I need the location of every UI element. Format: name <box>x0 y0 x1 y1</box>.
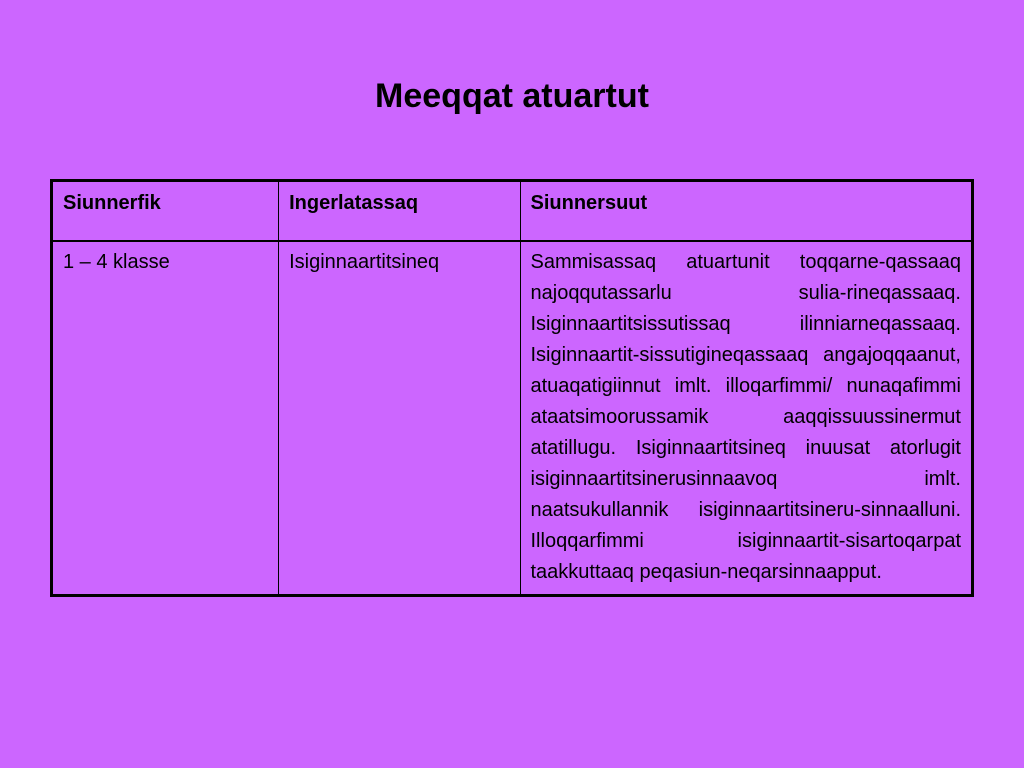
activity-table <box>50 179 974 597</box>
column-header-goal: Siunnerfik <box>52 181 279 241</box>
column-header-activity: Ingerlatassaq <box>279 181 520 241</box>
column-header-suggestion: Siunnersuut <box>520 181 973 241</box>
table-row <box>52 241 973 596</box>
slide-title: Meeqqat atuartut <box>375 77 649 115</box>
grade-cell: 1 – 4 klasse <box>52 241 279 596</box>
activity-cell: Isiginnaartitsineq <box>279 241 520 596</box>
suggestion-cell: Sammisassaq atuartunit toqqarne-qassaaq najoqqutassarlu sulia-rineqassaaq. Isiginnaartitsissutissaq ilinniarneqassaaq. Isiginnaartit-sissutigineqassaaq angajoqqaanut, atuaqatigiinnut imlt. illoqarfimmi/ nunaqafimmi ataatsimoorussamik aaqqissuussinermut atatillugu. Isiginnaartitsineq inuusat atorlugit isiginnaartitsinerusinnaavoq imlt. naatsukullannik isiginnaartitsineru-sinnaalluni. Illoqqarfimmi isiginnaartit-sisartoqarpat taakkuttaaq peqasiun-neqarsinnaapput. <box>520 241 973 596</box>
table-header-row <box>52 181 973 241</box>
